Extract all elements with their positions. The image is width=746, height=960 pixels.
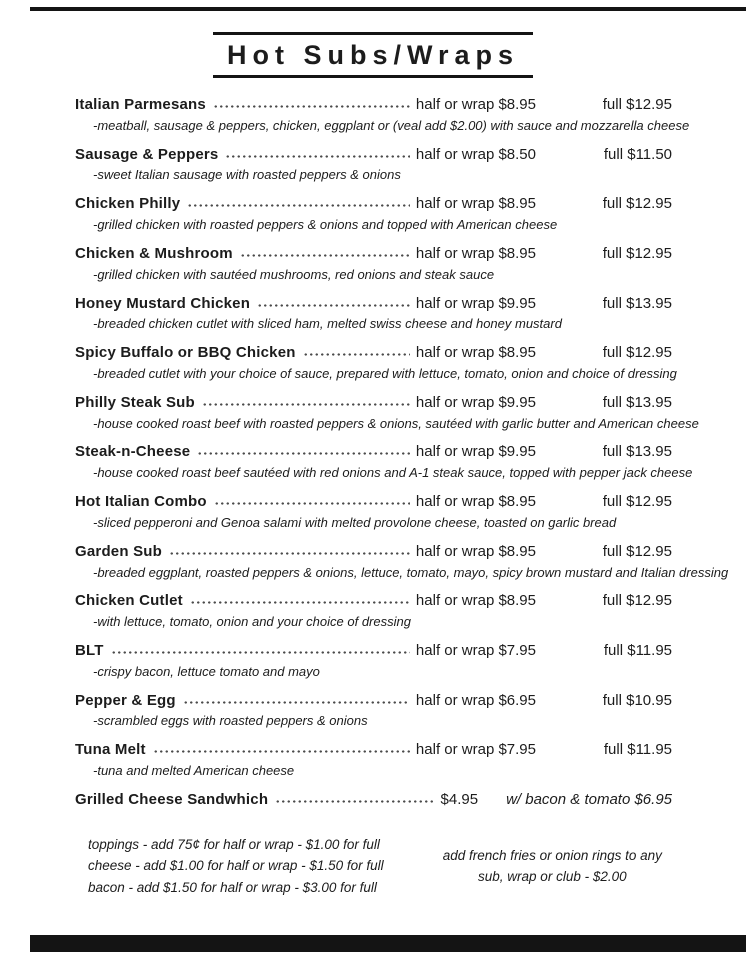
- item-full-price: full $11.50: [603, 145, 672, 163]
- menu-item-row: [75, 692, 672, 711]
- item-description: -scrambled eggs with roasted peppers & onions: [93, 713, 368, 729]
- dot-leader: [153, 749, 410, 754]
- item-price: half or wrap $6.95: [415, 691, 536, 709]
- menu-item-row: [75, 443, 672, 462]
- menu-item-row: [75, 295, 672, 314]
- item-price: $4.95: [440, 790, 479, 808]
- item-full-price: full $13.95: [602, 443, 672, 461]
- item-description: -meatball, sausage & peppers, chicken, eggplant or (veal add $2.00) with sauce and mozzarella cheese: [93, 117, 690, 133]
- menu-item: [75, 642, 672, 681]
- menu-item-row: [75, 394, 672, 413]
- item-full-price: full $12.95: [602, 592, 672, 610]
- item-full-price: full $11.95: [603, 642, 672, 660]
- toppings-note-line: bacon - add $1.50 for half or wrap - $3.00 for full: [88, 879, 377, 895]
- fries-note-line: sub, wrap or club - $2.00: [478, 869, 627, 885]
- item-name: Sausage & Peppers: [75, 145, 219, 163]
- item-full-price: full $12.95: [602, 344, 672, 362]
- dot-leader: [303, 352, 410, 357]
- item-name: Philly Steak Sub: [75, 393, 195, 411]
- dot-leader: [111, 650, 410, 655]
- dot-leader: [183, 700, 410, 705]
- item-price: half or wrap $7.95: [415, 741, 536, 759]
- menu-item-row: [75, 543, 672, 562]
- item-name: Honey Mustard Chicken: [75, 294, 251, 312]
- bottom-border-bar: [30, 935, 746, 952]
- page-title: Hot Subs/Wraps: [226, 40, 520, 70]
- item-price: half or wrap $8.95: [415, 493, 536, 511]
- item-price: half or wrap $8.95: [415, 592, 536, 610]
- item-price: half or wrap $7.95: [415, 642, 536, 660]
- item-description: -breaded eggplant, roasted peppers & onions, lettuce, tomato, mayo, spicy brown mustard and Italian dressing: [93, 564, 729, 580]
- dot-leader: [240, 253, 410, 258]
- menu-item-row: [75, 741, 672, 760]
- item-full-price: full $12.95: [602, 542, 672, 560]
- toppings-note-line: cheese - add $1.00 for half or wrap - $1.50 for full: [88, 858, 384, 874]
- menu-item-row: [75, 592, 672, 611]
- fries-note-line: add french fries or onion rings to any: [442, 847, 662, 863]
- menu-item: [75, 96, 690, 135]
- item-full-price: full $12.95: [602, 96, 672, 113]
- item-name: BLT: [75, 642, 104, 660]
- item-name: Steak-n-Cheese: [75, 443, 191, 461]
- dot-leader: [213, 104, 410, 109]
- dot-leader: [275, 799, 434, 804]
- item-full-price: full $12.95: [602, 195, 672, 213]
- menu-item: [75, 542, 729, 582]
- item-description: -tuna and melted American cheese: [93, 763, 295, 779]
- item-price: half or wrap $9.95: [415, 294, 536, 312]
- item-price: half or wrap $8.95: [415, 195, 536, 213]
- item-description: -crispy bacon, lettuce tomato and mayo: [93, 663, 320, 679]
- item-full-price: full $13.95: [602, 393, 672, 411]
- dot-leader: [225, 154, 409, 159]
- item-description: -breaded chicken cutlet with sliced ham, melted swiss cheese and honey mustard: [93, 316, 562, 332]
- menu-item-row: [75, 791, 672, 810]
- menu-item: [75, 741, 672, 780]
- item-name: Grilled Cheese Sandwhich: [75, 790, 269, 808]
- item-full-price: full $12.95: [602, 493, 672, 511]
- item-name: Tuna Melt: [75, 741, 146, 759]
- item-description: -breaded cutlet with your choice of sauce, prepared with lettuce, tomato, onion and choice of dressing: [93, 365, 677, 381]
- item-full-price: full $10.95: [602, 691, 672, 709]
- dot-leader: [169, 551, 410, 556]
- menu-item: [75, 692, 672, 731]
- item-name: Spicy Buffalo or BBQ Chicken: [75, 344, 296, 362]
- menu-item: [75, 592, 672, 631]
- menu-item: [75, 195, 672, 234]
- item-price: half or wrap $8.95: [415, 542, 536, 560]
- item-description: -grilled chicken with roasted peppers & onions and topped with American cheese: [93, 217, 558, 233]
- item-name: Garden Sub: [75, 542, 163, 560]
- menu-item-row: [75, 96, 672, 115]
- dot-leader: [257, 303, 410, 308]
- menu-item: [75, 344, 677, 383]
- item-description: -sweet Italian sausage with roasted peppers & onions: [93, 167, 401, 183]
- menu-item: [75, 245, 672, 284]
- item-description: -grilled chicken with sautéed mushrooms, red onions and steak sauce: [93, 266, 495, 282]
- menu-item-row: [75, 195, 672, 214]
- title-section: [0, 0, 746, 78]
- item-full-price: w/ bacon & tomato $6.95: [506, 790, 672, 808]
- menu-item-row: [75, 344, 672, 363]
- toppings-note: [88, 834, 384, 899]
- dot-leader: [202, 402, 410, 407]
- item-price: half or wrap $9.95: [415, 443, 536, 461]
- item-name: Hot Italian Combo: [75, 493, 207, 511]
- dot-leader: [197, 451, 410, 456]
- menu-item-row: [75, 146, 672, 165]
- menu-item: [75, 295, 672, 334]
- item-full-price: full $11.95: [603, 741, 672, 759]
- item-price: half or wrap $9.95: [415, 393, 536, 411]
- menu-item-row: [75, 493, 672, 512]
- menu-list: [75, 96, 729, 810]
- menu-item-row: [75, 642, 672, 661]
- menu-item: [75, 146, 672, 185]
- item-name: Chicken Cutlet: [75, 592, 183, 610]
- top-border-rule: [30, 7, 746, 11]
- title-box: [213, 32, 533, 78]
- item-price: half or wrap $8.95: [415, 96, 536, 113]
- item-full-price: full $13.95: [602, 294, 672, 312]
- fries-note: [414, 845, 691, 888]
- item-price: half or wrap $8.95: [415, 244, 536, 262]
- item-price: half or wrap $8.50: [415, 145, 536, 163]
- dot-leader: [214, 501, 410, 506]
- toppings-note-line: toppings - add 75¢ for half or wrap - $1.00 for full: [88, 836, 380, 852]
- footer-notes: [88, 834, 691, 899]
- item-description: -with lettuce, tomato, onion and your choice of dressing: [93, 614, 411, 630]
- item-name: Pepper & Egg: [75, 691, 176, 709]
- item-full-price: full $12.95: [602, 244, 672, 262]
- item-name: Italian Parmesans: [75, 96, 206, 113]
- menu-item: [75, 443, 693, 482]
- item-description: -house cooked roast beef with roasted peppers & onions, sautéed with garlic butter and American cheese: [93, 415, 699, 431]
- item-description: -house cooked roast beef sautéed with red onions and A-1 steak sauce, topped with pepper jack cheese: [93, 465, 693, 481]
- item-name: Chicken & Mushroom: [75, 244, 233, 262]
- dot-leader: [190, 600, 410, 605]
- item-name: Chicken Philly: [75, 195, 181, 213]
- menu-item: [75, 493, 672, 532]
- menu-item: [75, 791, 672, 810]
- item-description: -sliced pepperoni and Genoa salami with melted provolone cheese, toasted on garlic bread: [93, 514, 617, 530]
- menu-item: [75, 393, 699, 433]
- item-price: half or wrap $8.95: [415, 344, 536, 362]
- dot-leader: [187, 203, 410, 208]
- menu-item-row: [75, 245, 672, 264]
